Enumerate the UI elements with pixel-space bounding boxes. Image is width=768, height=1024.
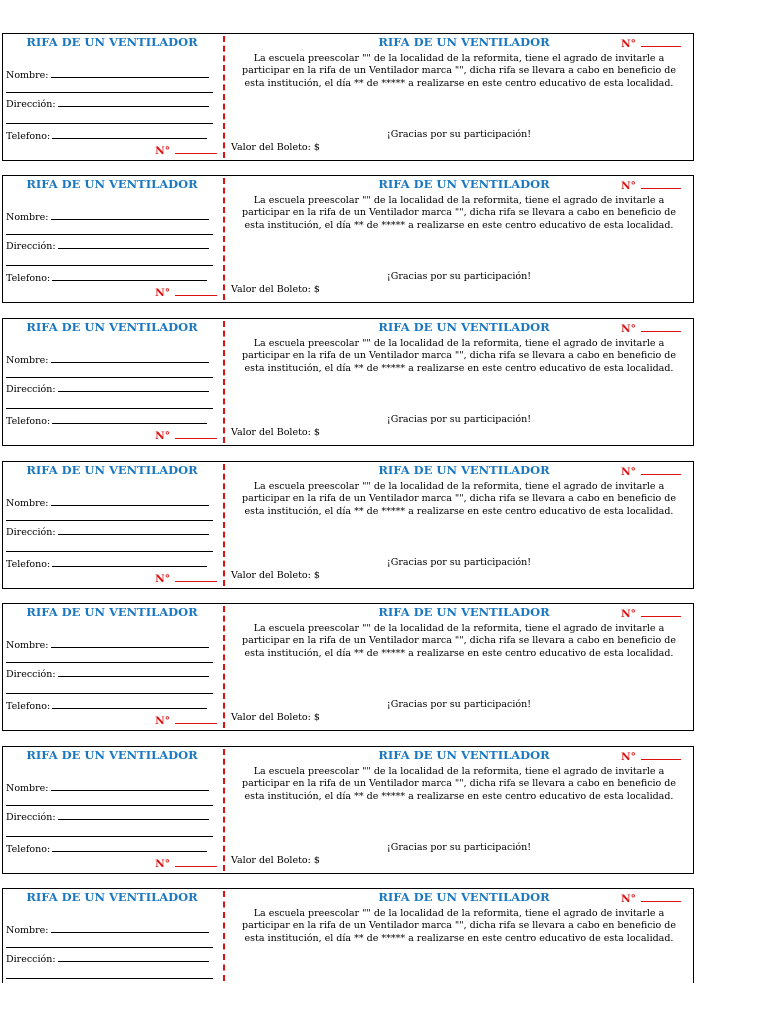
stub-number [155, 286, 217, 299]
ticket-title: RIFA DE UN VENTILADOR [378, 177, 550, 191]
stub-number [155, 429, 217, 442]
ticket-thanks: ¡Gracias por su participación! [386, 129, 532, 140]
stub-number [155, 572, 217, 585]
ticket-description: La escuela preescolar "" de la localidad de la reformita, tiene el agrado de invitarle a participar en la rifa de un Ventilador marca "", dicha rifa se llevara a cabo en beneficio de esta institución, el día ** de ***** a realizarse en este centro educativo de esta localidad. [241, 908, 677, 944]
ticket-number-label: N° [621, 323, 636, 335]
ticket-price: Valor del Boleto: $ [231, 142, 320, 153]
name-extra-line [6, 92, 213, 93]
name-extra-line [6, 805, 213, 806]
ticket-number-label: N° [621, 751, 636, 763]
ticket-description: La escuela preescolar "" de la localidad de la reformita, tiene el agrado de invitarle a participar en la rifa de un Ventilador marca "", dicha rifa se llevara a cabo en beneficio de esta institución, el día ** de ***** a realizarse en este centro educativo de esta localidad. [241, 481, 677, 517]
ticket-stub [3, 176, 221, 302]
address-label: Dirección: [6, 99, 56, 110]
phone-write-line [52, 842, 207, 852]
name-label: Nombre: [6, 212, 49, 223]
name-write-line [51, 353, 209, 363]
ticket-number-line [641, 37, 681, 47]
ticket-description: La escuela preescolar "" de la localidad de la reformita, tiene el agrado de invitarle a participar en la rifa de un Ventilador marca "", dicha rifa se llevara a cabo en beneficio de esta institución, el día ** de ***** a realizarse en este centro educativo de esta localidad. [241, 53, 677, 89]
ticket-title: RIFA DE UN VENTILADOR [378, 890, 550, 904]
phone-label: Telefono: [6, 416, 51, 427]
name-write-line [51, 781, 209, 791]
address-extra-line [6, 408, 213, 409]
name-write-line [51, 496, 209, 506]
stub-number-label: N° [155, 430, 170, 442]
ticket-number-label: N° [621, 38, 636, 50]
address-extra-line [6, 836, 213, 837]
ticket-stub [3, 319, 221, 445]
name-write-line [51, 923, 209, 933]
cut-line [223, 178, 225, 300]
ticket-number-label: N° [621, 180, 636, 192]
phone-write-line [52, 271, 207, 281]
ticket-thanks: ¡Gracias por su participación! [386, 414, 532, 425]
cut-line [223, 321, 225, 443]
stub-number-line [175, 572, 217, 582]
stub-phone-field [6, 129, 207, 142]
ticket-body [229, 889, 691, 983]
address-label: Dirección: [6, 954, 56, 965]
phone-write-line [52, 699, 207, 709]
stub-number-label: N° [155, 715, 170, 727]
raffle-ticket [2, 175, 694, 303]
stub-phone-field [6, 271, 207, 284]
ticket-number [621, 607, 681, 620]
name-write-line [51, 210, 209, 220]
ticket-price: Valor del Boleto: $ [231, 284, 320, 295]
ticket-number [621, 179, 681, 192]
stub-address-field [6, 952, 209, 965]
ticket-number [621, 892, 681, 905]
ticket-description: La escuela preescolar "" de la localidad de la reformita, tiene el agrado de invitarle a participar en la rifa de un Ventilador marca "", dicha rifa se llevara a cabo en beneficio de esta institución, el día ** de ***** a realizarse en este centro educativo de esta localidad. [241, 623, 677, 659]
stub-number-line [175, 429, 217, 439]
ticket-stub [3, 462, 221, 588]
cut-line [223, 36, 225, 158]
ticket-price: Valor del Boleto: $ [231, 855, 320, 866]
address-extra-line [6, 978, 213, 979]
ticket-price: Valor del Boleto: $ [231, 712, 320, 723]
ticket-number-label: N° [621, 466, 636, 478]
address-write-line [58, 239, 209, 249]
phone-label: Telefono: [6, 131, 51, 142]
stub-title: RIFA DE UN VENTILADOR [26, 35, 198, 49]
cut-line [223, 606, 225, 728]
address-label: Dirección: [6, 241, 56, 252]
stub-address-field [6, 382, 209, 395]
ticket-number [621, 322, 681, 335]
stub-number-label: N° [155, 145, 170, 157]
stub-number-label: N° [155, 287, 170, 299]
stub-title: RIFA DE UN VENTILADOR [26, 177, 198, 191]
ticket-number-label: N° [621, 893, 636, 905]
name-write-line [51, 68, 209, 78]
stub-title: RIFA DE UN VENTILADOR [26, 320, 198, 334]
stub-address-field [6, 667, 209, 680]
name-label: Nombre: [6, 783, 49, 794]
address-extra-line [6, 693, 213, 694]
ticket-stub [3, 889, 221, 983]
ticket-title: RIFA DE UN VENTILADOR [378, 748, 550, 762]
address-write-line [58, 667, 209, 677]
stub-phone-field [6, 842, 207, 855]
stub-name-field [6, 923, 209, 936]
name-extra-line [6, 377, 213, 378]
ticket-stub [3, 34, 221, 160]
stub-phone-field [6, 557, 207, 570]
address-extra-line [6, 123, 213, 124]
ticket-description: La escuela preescolar "" de la localidad de la reformita, tiene el agrado de invitarle a participar en la rifa de un Ventilador marca "", dicha rifa se llevara a cabo en beneficio de esta institución, el día ** de ***** a realizarse en este centro educativo de esta localidad. [241, 338, 677, 374]
address-write-line [58, 810, 209, 820]
raffle-ticket [2, 461, 694, 589]
stub-number [155, 857, 217, 870]
ticket-number-line [641, 322, 681, 332]
stub-address-field [6, 239, 209, 252]
address-extra-line [6, 265, 213, 266]
raffle-ticket [2, 603, 694, 731]
name-write-line [51, 638, 209, 648]
raffle-ticket [2, 33, 694, 161]
cut-line [223, 464, 225, 586]
stub-number-label: N° [155, 858, 170, 870]
ticket-stub [3, 604, 221, 730]
raffle-ticket [2, 746, 694, 874]
name-extra-line [6, 520, 213, 521]
ticket-title: RIFA DE UN VENTILADOR [378, 605, 550, 619]
stub-number-line [175, 286, 217, 296]
ticket-title: RIFA DE UN VENTILADOR [378, 463, 550, 477]
name-label: Nombre: [6, 640, 49, 651]
name-extra-line [6, 234, 213, 235]
ticket-description: La escuela preescolar "" de la localidad de la reformita, tiene el agrado de invitarle a participar en la rifa de un Ventilador marca "", dicha rifa se llevara a cabo en beneficio de esta institución, el día ** de ***** a realizarse en este centro educativo de esta localidad. [241, 766, 677, 802]
stub-address-field [6, 97, 209, 110]
stub-number-line [175, 857, 217, 867]
ticket-thanks: ¡Gracias por su participación! [386, 699, 532, 710]
stub-name-field [6, 68, 209, 81]
phone-label: Telefono: [6, 844, 51, 855]
stub-name-field [6, 210, 209, 223]
stub-number-line [175, 144, 217, 154]
cut-line [223, 891, 225, 981]
stub-address-field [6, 810, 209, 823]
phone-write-line [52, 414, 207, 424]
stub-phone-field [6, 414, 207, 427]
address-label: Dirección: [6, 812, 56, 823]
stub-title: RIFA DE UN VENTILADOR [26, 890, 198, 904]
ticket-number-line [641, 179, 681, 189]
stub-name-field [6, 353, 209, 366]
stub-name-field [6, 496, 209, 509]
address-write-line [58, 952, 209, 962]
address-label: Dirección: [6, 669, 56, 680]
cut-line [223, 749, 225, 871]
ticket-price: Valor del Boleto: $ [231, 427, 320, 438]
ticket-number-line [641, 892, 681, 902]
name-label: Nombre: [6, 498, 49, 509]
stub-title: RIFA DE UN VENTILADOR [26, 748, 198, 762]
ticket-number-line [641, 750, 681, 760]
phone-label: Telefono: [6, 559, 51, 570]
stub-phone-field [6, 699, 207, 712]
address-extra-line [6, 551, 213, 552]
ticket-price: Valor del Boleto: $ [231, 570, 320, 581]
raffle-ticket [2, 318, 694, 446]
stub-address-field [6, 525, 209, 538]
ticket-number-label: N° [621, 608, 636, 620]
address-label: Dirección: [6, 527, 56, 538]
ticket-thanks: ¡Gracias por su participación! [386, 557, 532, 568]
name-label: Nombre: [6, 70, 49, 81]
name-extra-line [6, 662, 213, 663]
ticket-description: La escuela preescolar "" de la localidad de la reformita, tiene el agrado de invitarle a participar en la rifa de un Ventilador marca "", dicha rifa se llevara a cabo en beneficio de esta institución, el día ** de ***** a realizarse en este centro educativo de esta localidad. [241, 195, 677, 231]
phone-write-line [52, 129, 207, 139]
stub-number [155, 144, 217, 157]
ticket-title: RIFA DE UN VENTILADOR [378, 320, 550, 334]
stub-name-field [6, 781, 209, 794]
address-write-line [58, 382, 209, 392]
name-label: Nombre: [6, 925, 49, 936]
ticket-number-line [641, 607, 681, 617]
raffle-ticket [2, 888, 694, 983]
ticket-number [621, 750, 681, 763]
ticket-number [621, 37, 681, 50]
ticket-thanks: ¡Gracias por su participación! [386, 271, 532, 282]
stub-title: RIFA DE UN VENTILADOR [26, 605, 198, 619]
stub-number-line [175, 714, 217, 724]
phone-label: Telefono: [6, 701, 51, 712]
ticket-thanks: ¡Gracias por su participación! [386, 842, 532, 853]
phone-write-line [52, 557, 207, 567]
name-label: Nombre: [6, 355, 49, 366]
name-extra-line [6, 947, 213, 948]
ticket-number-line [641, 465, 681, 475]
ticket-title: RIFA DE UN VENTILADOR [378, 35, 550, 49]
phone-label: Telefono: [6, 273, 51, 284]
address-write-line [58, 97, 209, 107]
ticket-number [621, 465, 681, 478]
ticket-stub [3, 747, 221, 873]
address-write-line [58, 525, 209, 535]
stub-title: RIFA DE UN VENTILADOR [26, 463, 198, 477]
stub-name-field [6, 638, 209, 651]
address-label: Dirección: [6, 384, 56, 395]
stub-number [155, 714, 217, 727]
stub-number-label: N° [155, 573, 170, 585]
